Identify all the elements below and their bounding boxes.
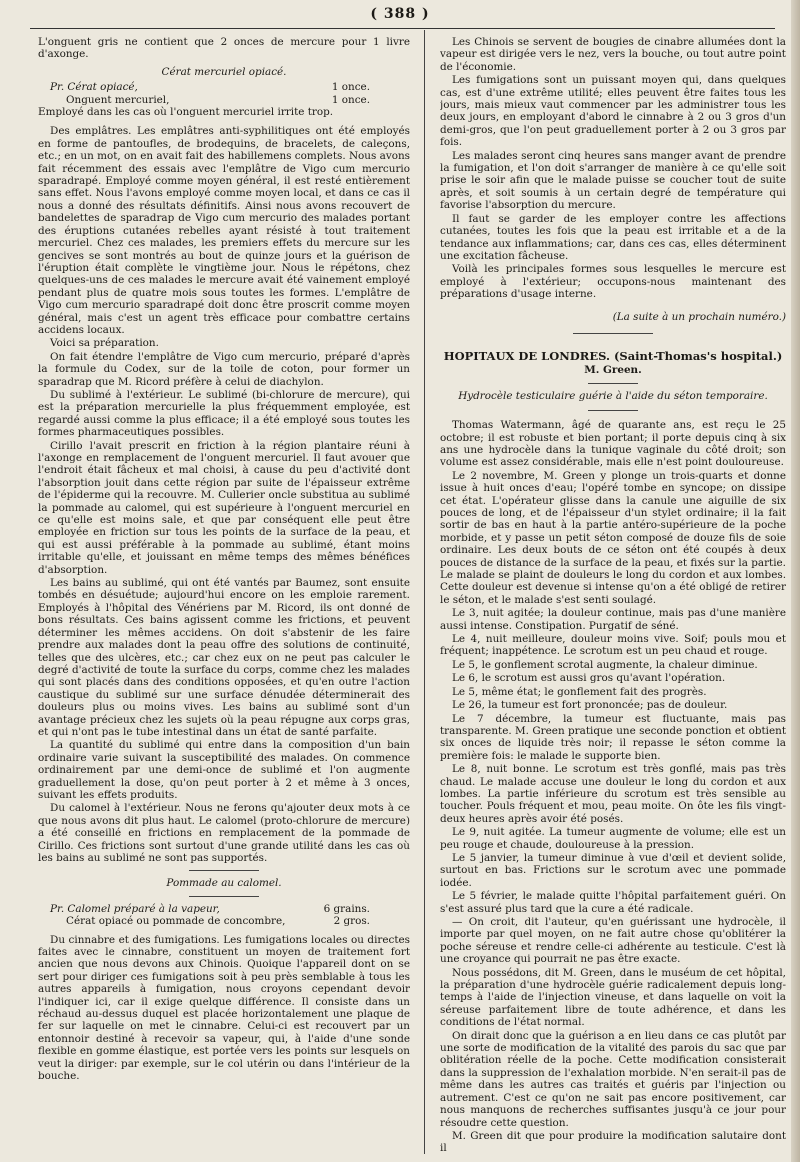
separator-rule: [189, 870, 259, 871]
paragraph: Le 4, nuit meilleure, douleur moins vive. Soif; pouls mou et fréquent; inappétence. Le scrotum est un peu chaud et rouge.: [440, 633, 786, 658]
formula-quantity: 2 gros.: [333, 915, 370, 928]
header-rule: [30, 28, 775, 29]
right-column: [440, 36, 786, 1154]
paragraph: Voilà les principales formes sous lesquelles le mercure est employé à l'extérieur; occupons-nous maintenant des préparations d'usage interne.: [440, 263, 786, 301]
paragraph: Le 5 janvier, la tumeur diminue à vue d'œil et devient solide, surtout en bas. Frictions sur le scrotum avec une pommade iodée.: [440, 851, 786, 889]
paragraph: Thomas Watermann, âgé de quarante ans, est reçu le 25 octobre; il est robuste et bien portant; il porte depuis cinq à six ans une hydrocèle dans la tunique vaginale du côté droit; son volume est assez considérable, mais elle n'est point douloureuse.: [440, 419, 786, 469]
paragraph: Des emplâtres. Les emplâtres anti-syphilitiques ont été employés en forme de pantoufles, de brodequins, de bracelets, de caleçons, etc.; en un mot, on en avait fait des habillemens complets. Nous avons fait récemment des essais avec l'emplâtre de Vigo cum mercurio sparadrapé. Employé comme moyen général, il est resté entièrement sans effet. Nous l'avons employé comme moyen local, et dans ce cas il nous a donné des résultats définitifs. Ainsi nous avons recouvert de bandelettes de sparadrap de Vigo cum mercurio des malades portant des éruptions cutanées rebelles ayant résisté à tout traitement mercuriel. Chez ces malades, les premiers effets du mercure sur les gencives se sont montrés au bout de quinze jours et la guérison de l'éruption était complète le vingtième jour. Nous le répétons, chez quelques-uns de ces malades le mercure avait été vainement employé pendant plus de quatre mois sous toutes les formes. L'emplâtre de Vigo cum mercurio sparadrapé doit donc être proscrit comme moyen général, mais c'est un agent très efficace pour combattre certains accidens locaux.: [38, 125, 410, 336]
paragraph: On fait étendre l'emplâtre de Vigo cum mercurio, préparé d'après la formule du Codex, sur de la toile de coton, pour former un sparadrap que M. Ricord préfère à celui de diachylon.: [38, 350, 410, 388]
continued-note: (La suite à un prochain numéro.): [612, 310, 786, 323]
article-author: M. Green.: [584, 364, 642, 377]
paragraph: Le 5, même état; le gonflement fait des progrès.: [452, 685, 707, 698]
formula-line: [38, 915, 410, 927]
paragraph: M. Green dit que pour produire la modification salutaire dont il: [440, 1129, 786, 1154]
formula-line: [38, 81, 410, 93]
paragraph: Le 7 décembre, la tumeur est fluctuante, mais pas transparente. M. Green pratique une seconde ponction et obtient six onces de liquide très noir; il repasse le séton comme la première fois: le malade le supporte bien.: [440, 712, 786, 762]
formula-ingredient: Pr. Cérat opiacé,: [50, 81, 138, 94]
paragraph: Employé dans les cas où l'onguent mercuriel irrite trop.: [38, 106, 334, 119]
separator-rule: [189, 896, 259, 897]
paragraph: Nous possédons, dit M. Green, dans le muséum de cet hôpital, la préparation d'une hydrocèle guérie radicalement depuis long-temps à l'aide de l'injection vineuse, et dans laquelle on voit la séreuse parfaitement libre de toute adhérence, et dans les conditions de l'état normal.: [440, 966, 786, 1029]
page-edge: [791, 0, 800, 1162]
paragraph: Le 6, le scrotum est aussi gros qu'avant l'opération.: [452, 672, 726, 685]
paragraph: L'onguent gris ne contient que 2 onces de mercure pour 1 livre d'axonge.: [38, 36, 410, 61]
formula-ingredient: Onguent mercuriel,: [66, 93, 170, 106]
paragraph: Du cinnabre et des fumigations. Les fumigations locales ou directes faites avec le cinnabre, constituent un moyen de traitement fort ancien que nous devons aux Chinois. Quoique l'appareil dont on se sert pour diriger ces fumigations soit à peu près semblable à tous les autres appareils à fumigation, nous croyons cependant devoir l'indiquer ici, car il exige quelque différence. Il consiste dans un réchaud au-dessus duquel est placée horizontalement une plaque de fer sur laquelle on met le cinnabre. Celui-ci est recouvert par un entonnoir destiné à recevoir sa vapeur, qui, à l'aide d'une sonde flexible en gomme élastique, est portée vers les points sur lesquels on veut la diriger: par exemple, sur le col utérin ou dans l'intérieur de la bouche.: [38, 933, 410, 1083]
formula-title: Cérat mercuriel opiacé.: [161, 65, 287, 78]
page-number: ( 388 ): [370, 6, 430, 22]
paragraph: Le 2 novembre, M. Green y plonge un trois-quarts et donne issue à huit onces d'eau; l'opéré tombe en syncope; on dissipe cet état. L'opérateur glisse dans la canule une aiguille de six pouces de long, et de l'épaisseur d'un stylet ordinaire; il la fait sortir de bas en haut à la partie antéro-supérieure de la poche morbide, et y passe un petit séton composé de douze fils de soie ordinaire. Les deux bouts de ce séton ont été coupés à deux pouces de distance de la surface de la peau, et fixés sur la partie. Le malade se plaint de douleurs le long du cordon et aux lombes. Cette douleur est devenue si intense qu'on a été obligé de retirer le séton, et le malade s'est senti soulagé.: [440, 469, 786, 606]
formula-ingredient: Cérat opiacé ou pommade de concombre,: [66, 915, 286, 928]
formula-line: [38, 903, 410, 915]
formula-line: [38, 94, 410, 106]
paragraph: Du calomel à l'extérieur. Nous ne ferons qu'ajouter deux mots à ce que nous avons dit plus haut. Le calomel (proto-chlorure de mercure) a été conseillé en frictions en remplacement de la pommade de Cirillo. Ces frictions sont surtout d'une grande utilité dans les cas où les bains au sublimé ne sont pas supportés.: [38, 802, 410, 864]
paragraph: Les malades seront cinq heures sans manger avant de prendre la fumigation, et l'on doit s'arranger de manière à ce qu'elle soit prise le soir afin que le malade puisse se coucher tout de suite après, et soit soumis à un certain degré de température qui favorise l'absorption du mercure.: [440, 149, 786, 212]
paragraph: Le 9, nuit agitée. La tumeur augmente de volume; elle est un peu rouge et chaude, douloureuse à la pression.: [440, 826, 786, 851]
paragraph: Le 5 février, le malade quitte l'hôpital parfaitement guéri. On s'est assuré plus tard que la cure a été radicale.: [440, 890, 786, 915]
separator-rule: [588, 383, 638, 384]
article-subtitle: Hydrocèle testiculaire guérie à l'aide du séton temporaire.: [458, 389, 768, 402]
paragraph: Le 8, nuit bonne. Le scrotum est très gonflé, mais pas très chaud. Le malade accuse une douleur le long du cordon et aux lombes. La partie inférieure du scrotum est très sensible au toucher. Pouls fréquent et mou, peau moite. On ôte les fils vingt-deux heures après avoir été posés.: [440, 763, 786, 825]
article-title: HOPITAUX DE LONDRES. (Saint-Thomas's hospital.): [443, 348, 783, 363]
formula-quantity: 6 grains.: [323, 902, 370, 915]
paragraph: Les fumigations sont un puissant moyen qui, dans quelques cas, est d'une extrême utilité; elles peuvent être faites tous les jours, mais mieux vaut commencer par les administrer tous les deux jours, en employant d'abord le cinnabre à 2 ou 3 gros d'un demi-gros, que l'on peut graduellement porter à 2 ou 3 gros par fois.: [440, 74, 786, 149]
paragraph: Il faut se garder de les employer contre les affections cutanées, toutes les fois que la peau est irritable et a de la tendance aux inflammations; car, dans ces cas, elles déterminent une excitation fâcheuse.: [440, 212, 786, 262]
paragraph: On dirait donc que la guérison a en lieu dans ce cas plutôt par une sorte de modification de la vitalité des parois du sac que par oblitération réelle de la poche. Cette modification consisterait dans la suppression de l'exhalation morbide. N'en serait-il pas de même dans les autres cas traités et guéris par l'injection ou autrement. C'est ce qu'on ne sait pas encore positivement, car nous manquons de recherches suffisantes jusqu'à ce jour pour résoudre cette question.: [440, 1029, 786, 1129]
paragraph: Les Chinois se servent de bougies de cinabre allumées dont la vapeur est dirigée vers le nez, vers la bouche, ou tout autre point de l'économie.: [440, 36, 786, 73]
paragraph: Voici sa préparation.: [50, 337, 159, 350]
column-divider: [424, 30, 425, 1154]
formula-title: Pommade au calomel.: [166, 877, 282, 890]
paragraph: — On croit, dit l'auteur, qu'en guérissant une hydrocèle, il importe par quel moyen, on ne fait autre chose qu'oblitérer la poche séreuse et rendre celle-ci adhérente au testicule. C'est là une croyance qui pourrait ne pas être exacte.: [440, 916, 786, 966]
formula-quantity: 1 once.: [331, 93, 370, 106]
paragraph: La quantité du sublimé qui entre dans la composition d'un bain ordinaire varie suivant la susceptibilité des malades. On commence ordinairement par une demi-once de sublimé et l'on augmente graduellement la dose, qu'on peut porter à 2 et même à 3 onces, suivant les effets produits.: [38, 739, 410, 801]
paragraph: Du sublimé à l'extérieur. Le sublimé (bi-chlorure de mercure), qui est la préparation mercurielle la plus fréquemment employée, est regardé aussi comme la plus efficace; il a été employé sous toutes les formes pharmaceutiques possibles.: [38, 388, 410, 439]
paragraph: Cirillo l'avait prescrit en friction à la région plantaire réuni à l'axonge en remplacement de l'onguent mercuriel. Il faut avouer que l'endroit était fâcheux et mal choisi, à cause du peu d'activité dont l'absorption jouit dans cette région par suite de l'épaisseur extrême de l'épiderme qui la recouvre. M. Cullerier oncle substitua au sublimé la pommade au calomel, qui est supérieure à l'onguent mercuriel en ce qu'elle est moins sale, et que par conséquent elle peut être employée en friction sur tous les points de la surface de la peau, et qui est aussi préférable à la pommade au sublimé, étant moins irritable qu'elle, et jouissant en même temps des mêmes bénéfices d'absorption.: [38, 439, 410, 576]
separator-rule: [573, 333, 653, 334]
formula-ingredient: Pr. Calomel préparé à la vapeur,: [50, 902, 220, 915]
paragraph: Le 26, la tumeur est fort prononcée; pas de douleur.: [452, 699, 728, 712]
left-column: [38, 36, 410, 1154]
paragraph: Le 5, le gonflement scrotal augmente, la chaleur diminue.: [452, 658, 758, 671]
paragraph: Les bains au sublimé, qui ont été vantés par Baumez, sont ensuite tombés en désuétude; aujourd'hui encore on les emploie rarement. Employés à l'hôpital des Vénériens par M. Ricord, ils ont donné de bons résultats. Ces bains agissent comme les frictions, et peuvent déterminer les mêmes accidens. On doit s'abstenir de les faire prendre aux malades dont la peau offre des solutions de continuité, telles que des ulcères, etc.; car chez eux on ne peut pas calculer le degré d'activité de toute la surface du corps, comme chez les malades qui sont placés dans des conditions opposées, et qu'en outre l'action caustique du sublimé sur une surface dénudée déterminerait des douleurs plus ou moins vives. Les bains au sublimé sont d'un avantage précieux chez les sujets où la peau répugne aux corps gras, et qui n'ont pas le tube intestinal dans un état de santé parfaite.: [38, 577, 410, 738]
formula-quantity: 1 once.: [331, 81, 370, 94]
paragraph: Le 3, nuit agitée; la douleur continue, mais pas d'une manière aussi intense. Constipation. Purgatif de séné.: [440, 607, 786, 632]
separator-rule: [588, 410, 638, 411]
